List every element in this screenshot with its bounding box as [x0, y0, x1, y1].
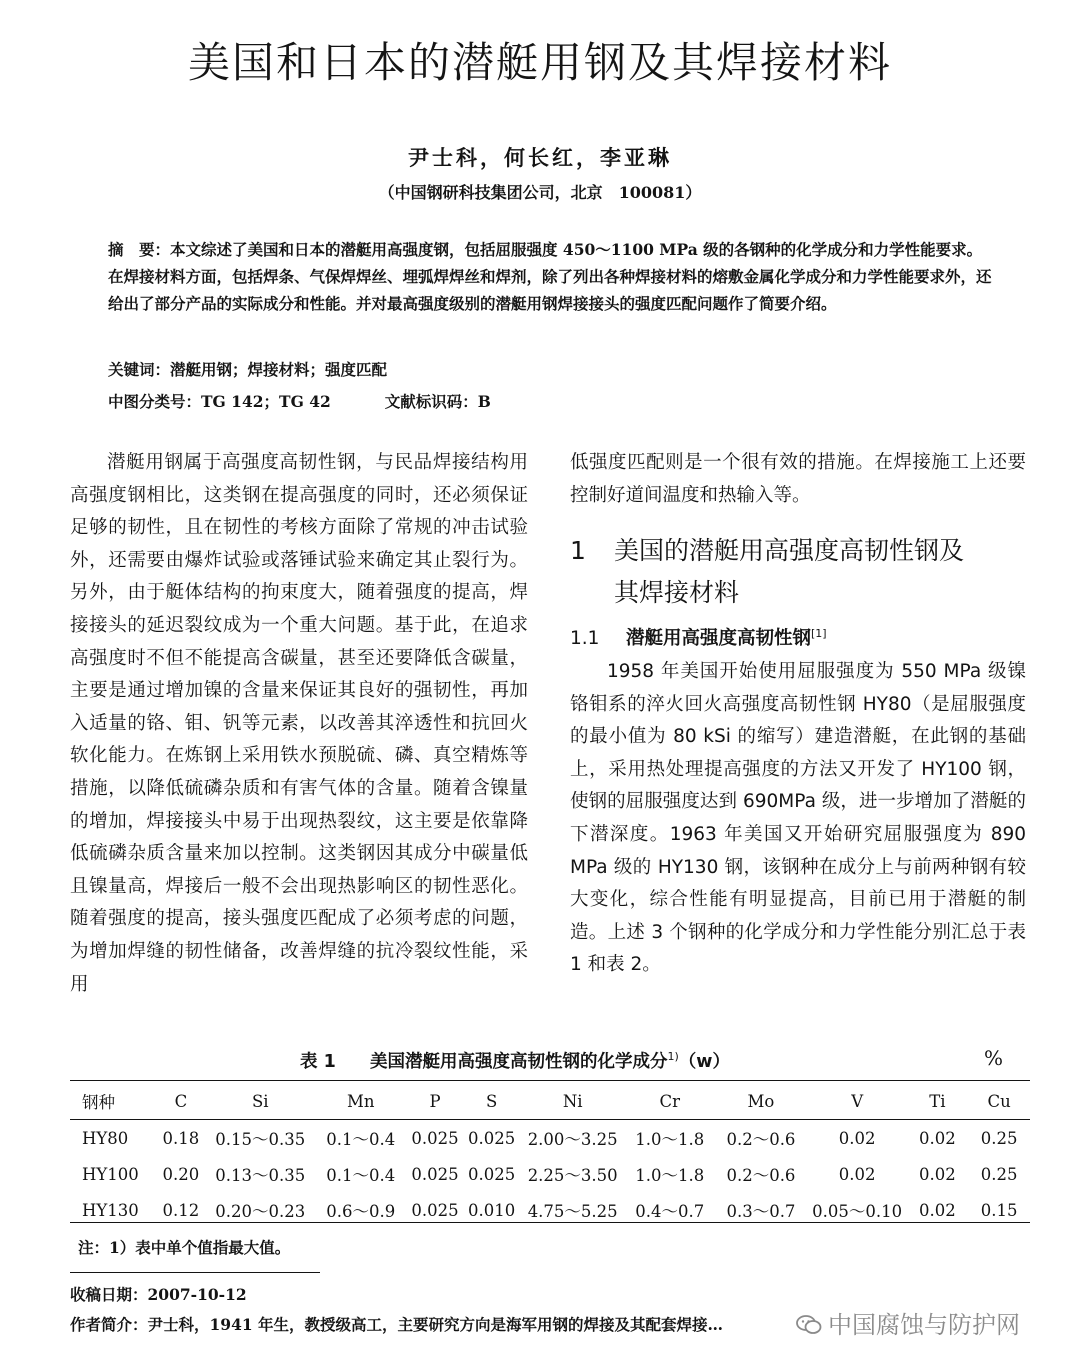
header-v: V	[851, 1091, 864, 1111]
abstract-label: 摘 要：	[108, 240, 171, 259]
cell-v: 0.02	[838, 1164, 876, 1184]
cell-cr: 1.0～1.8	[635, 1130, 705, 1149]
cell-s: 0.010	[468, 1200, 516, 1220]
wechat-icon	[796, 1314, 822, 1336]
affiliation: （中国钢研科技集团公司，北京 100081）	[378, 183, 702, 202]
watermark	[796, 1305, 1020, 1340]
received-date	[70, 1283, 247, 1305]
cell-grade: HY80	[82, 1128, 129, 1148]
table-bottom-rule	[70, 1222, 1030, 1223]
received-value: 2007-10-12	[147, 1285, 247, 1304]
table-header-row	[70, 1083, 1030, 1120]
keywords-text: 潜艇用钢；焊接材料；强度匹配	[170, 360, 388, 379]
table-top-rule	[70, 1080, 1030, 1081]
section-heading	[570, 530, 1030, 614]
cell-mo: 0.2～0.6	[726, 1166, 796, 1185]
cell-s: 0.025	[468, 1164, 516, 1184]
cell-si: 0.20～0.23	[215, 1202, 306, 1221]
subsection-ref: [1]	[811, 626, 827, 640]
cell-ti: 0.02	[919, 1128, 956, 1148]
table-caption	[300, 1048, 730, 1073]
abstract-text: 本文综述了美国和日本的潜艇用高强度钢，包括屈服强度 450～1100 MPa 级的各钢种的化学成分和力学性能要求。在焊接材料方面，包括焊条、气保焊焊丝、埋弧焊焊丝和焊剂，除了列出各种焊接材料的熔敷金属化学成分和力学性能要求外，还给出了部分产品的实际成分和性能。并对最高强度级别的潜艇用钢焊接接头的强度匹配问题作了简要介绍。	[108, 240, 992, 313]
section-title-line2: 其焊接材料	[614, 578, 740, 607]
cell-v: 0.05～0.10	[812, 1202, 903, 1221]
keywords	[108, 358, 387, 380]
cell-cu: 0.25	[980, 1164, 1018, 1184]
header-mn: Mn	[346, 1091, 375, 1111]
subsection-number: 1.1	[570, 628, 600, 649]
table-row	[70, 1120, 1030, 1156]
classification-value: TG 142；TG 42	[201, 392, 331, 411]
doc-code-value: B	[477, 392, 491, 411]
header-cr: Cr	[659, 1091, 681, 1111]
cell-mn: 0.1～0.4	[326, 1130, 396, 1149]
cell-mn: 0.6～0.9	[326, 1202, 396, 1221]
cell-v: 0.02	[838, 1128, 876, 1148]
cell-grade: HY100	[82, 1164, 139, 1184]
classification	[108, 390, 491, 412]
header-c: C	[174, 1091, 188, 1111]
watermark-text: 中国腐蚀与防护网	[828, 1311, 1020, 1339]
cell-c: 0.20	[162, 1164, 200, 1184]
cell-ni: 2.00～3.25	[527, 1130, 618, 1149]
cell-grade: HY130	[82, 1200, 139, 1220]
subsection-heading	[570, 624, 827, 650]
cell-ni: 4.75～5.25	[527, 1202, 618, 1221]
cell-cu: 0.25	[980, 1128, 1018, 1148]
table-caption-footnote: 1)	[667, 1050, 679, 1064]
paper-title: 美国和日本的潜艇用钢及其焊接材料	[187, 38, 892, 87]
table-label: 表 1	[300, 1052, 336, 1072]
chemical-composition-table	[70, 1083, 1030, 1228]
cell-cu: 0.15	[980, 1200, 1018, 1220]
footnote-rule	[70, 1272, 320, 1273]
cell-p: 0.025	[411, 1128, 459, 1148]
cell-si: 0.15～0.35	[215, 1130, 306, 1149]
cell-cr: 1.0～1.8	[635, 1166, 705, 1185]
doc-code-label: 文献标识码：	[384, 392, 478, 411]
header-ni: Ni	[562, 1091, 583, 1111]
table-caption-text: 美国潜艇用高强度高韧性钢的化学成分	[370, 1052, 668, 1072]
classification-label: 中图分类号：	[108, 392, 202, 411]
cell-si: 0.13～0.35	[215, 1166, 306, 1185]
cell-mo: 0.2～0.6	[726, 1130, 796, 1149]
table-caption-suffix: （w）	[678, 1052, 730, 1072]
cell-c: 0.18	[162, 1128, 200, 1148]
keywords-label: 关键词：	[108, 360, 171, 379]
table-unit: %	[984, 1046, 1004, 1070]
received-label: 收稿日期：	[70, 1285, 148, 1304]
cell-p: 0.025	[411, 1200, 459, 1220]
header-grade: 钢种	[82, 1093, 115, 1112]
cell-ti: 0.02	[919, 1164, 956, 1184]
cell-c: 0.12	[162, 1200, 200, 1220]
subsection-title: 潜艇用高强度高韧性钢	[626, 628, 812, 649]
abstract	[108, 236, 996, 317]
header-p: P	[429, 1091, 441, 1111]
right-column-top-text: 低强度匹配则是一个很有效的措施。在焊接施工上还要控制好道间温度和热输入等。	[570, 452, 1026, 506]
header-mo: Mo	[747, 1091, 775, 1111]
authors: 尹士科，何长红，李亚琳	[408, 145, 672, 170]
table-row	[70, 1156, 1030, 1192]
right-column-body-text: 1958 年美国开始使用屈服强度为 550 MPa 级镍铬钼系的淬火回火高强度高韧性钢 HY80（是屈服强度的最小值为 80 kSi 的缩写）建造潜艇，在此钢的基础上，采用热处理提高强度的方法又开发了 HY100 钢，使钢的屈服强度达到 690MPa 级，进一步增加了潜艇的下潜深度。1963 年美国又开始研究屈服强度为 890 MPa 级的 HY130 钢，该钢种在成分上与前两种钢有较大变化，综合性能有明显提高，目前已用于潜艇的制造。上述 3 个钢种的化学成分和力学性能分别汇总于表 1 和表 2。	[570, 661, 1026, 976]
cell-ni: 2.25～3.50	[527, 1166, 618, 1185]
header-s: S	[485, 1091, 498, 1111]
bio-label: 作者简介：	[70, 1315, 148, 1334]
cell-mo: 0.3～0.7	[726, 1202, 796, 1221]
cell-mn: 0.1～0.4	[326, 1166, 396, 1185]
section-number: 1	[570, 536, 586, 565]
header-ti: Ti	[929, 1091, 946, 1111]
table-note: 注：1）表中单个值指最大值。	[78, 1238, 291, 1257]
left-column-text: 潜艇用钢属于高强度高韧性钢，与民品焊接结构用高强度钢相比，这类钢在提高强度的同时，还必须保证足够的韧性，且在韧性的考核方面除了常规的冲击试验外，还需要由爆炸试验或落锤试验来确定其止裂行为。另外，由于艇体结构的拘束度大，随着强度的提高，焊接接头的延迟裂纹成为一个重大问题。基于此，在追求高强度时不但不能提高含碳量，甚至还要降低含碳量，主要是通过增加镍的含量来保证其良好的强韧性，再加入适量的铬、钼、钒等元素，以改善其淬透性和抗回火软化能力。在炼钢上采用铁水预脱硫、磷、真空精炼等措施，以降低硫磷杂质和有害气体的含量。随着含镍量的增加，焊接接头中易于出现热裂纹，这主要是依靠降低硫磷杂质含量来加以控制。这类钢因其成分中碳量低且镍量高，焊接后一般不会出现热影响区的韧性恶化。随着强度的提高，接头强度匹配成了必须考虑的问题，为增加焊缝的韧性储备，改善焊缝的抗冷裂纹性能，采用	[70, 452, 528, 995]
bio-text: 尹士科，1941 年生，教授级高工，主要研究方向是海军用钢的焊接及其配套焊接…	[147, 1315, 724, 1334]
header-cu: Cu	[987, 1091, 1011, 1111]
cell-cr: 0.4～0.7	[635, 1202, 705, 1221]
section-title-line1: 美国的潜艇用高强度高韧性钢及	[614, 536, 965, 565]
author-bio	[70, 1313, 723, 1335]
cell-s: 0.025	[468, 1128, 516, 1148]
header-si: Si	[251, 1091, 269, 1111]
cell-ti: 0.02	[919, 1200, 956, 1220]
cell-p: 0.025	[411, 1164, 459, 1184]
